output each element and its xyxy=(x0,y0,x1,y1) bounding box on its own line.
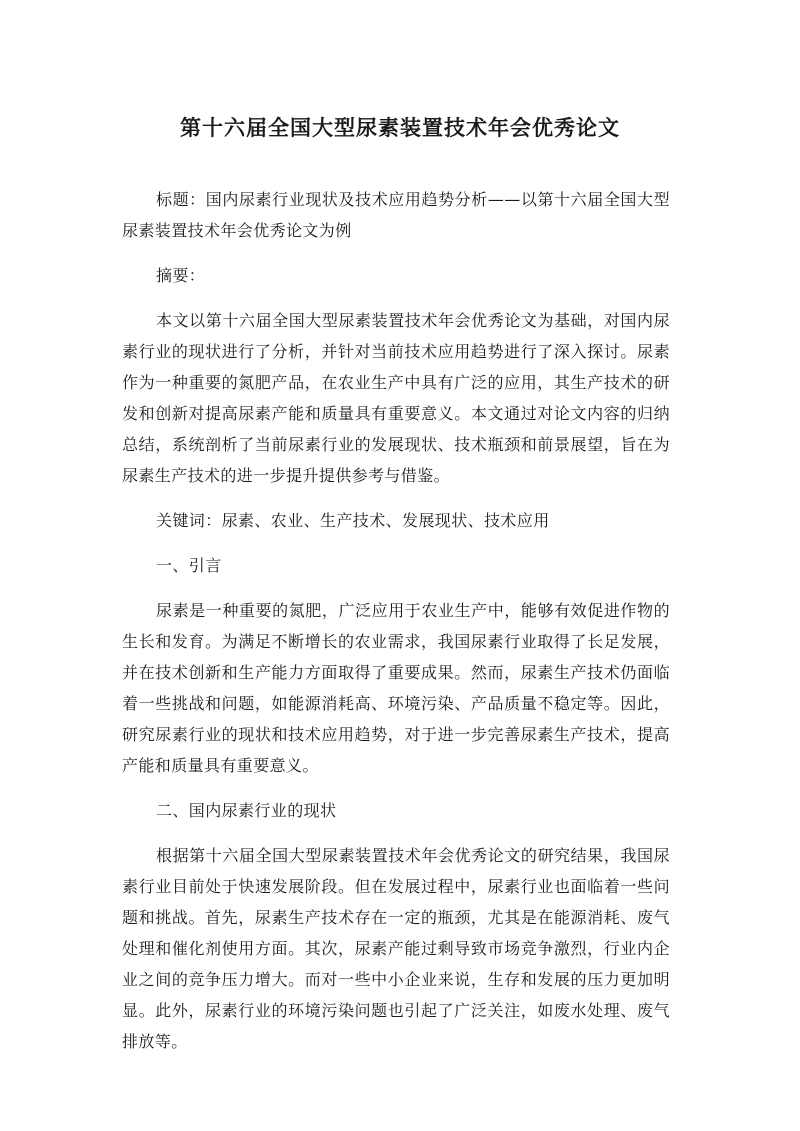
section-heading-introduction: 一、引言 xyxy=(156,556,222,575)
introduction-paragraph: 尿素是一种重要的氮肥，广泛应用于农业生产中，能够有效促进作物的生长和发育。为满足不断增长的农业需求，我国尿素行业取得了长足发展，并在技术创新和生产能力方面取得了重要成果。然而，尿素生产技术仍面临着一些挑战和问题，如能源消耗高、环境污染、产品质量不稳定等。因此，研究尿素行业的现状和技术应用趋势，对于进一步完善尿素生产技术，提高产能和质量具有重要意义。 xyxy=(122,601,670,775)
section-heading-current-status: 二、国内尿素行业的现状 xyxy=(156,801,337,820)
keywords-paragraph: 关键词：尿素、农业、生产技术、发展现状、技术应用 xyxy=(156,511,550,530)
abstract-label: 摘要： xyxy=(156,266,206,285)
paper-heading-paragraph: 标题：国内尿素行业现状及技术应用趋势分析——以第十六届全国大型尿素装置技术年会优秀论文为例 xyxy=(122,190,670,240)
current-status-paragraph: 根据第十六届全国大型尿素装置技术年会优秀论文的研究结果，我国尿素行业目前处于快速发展阶段。但在发展过程中，尿素行业也面临着一些问题和挑战。首先，尿素生产技术存在一定的瓶颈，尤其是在能源消耗、废气处理和催化剂使用方面。其次，尿素产能过剩导致市场竞争激烈，行业内企业之间的竞争压力增大。而对一些中小企业来说，生存和发展的压力更加明显。此外，尿素行业的环境污染问题也引起了广泛关注，如废水处理、废气排放等。 xyxy=(122,846,670,1051)
document-title: 第十六届全国大型尿素装置技术年会优秀论文 xyxy=(180,116,620,140)
abstract-paragraph: 本文以第十六届全国大型尿素装置技术年会优秀论文为基础，对国内尿素行业的现状进行了分析，并针对当前技术应用趋势进行了深入探讨。尿素作为一种重要的氮肥产品，在农业生产中具有广泛的应用，其生产技术的研发和创新对提高尿素产能和质量具有重要意义。本文通过对论文内容的归纳总结，系统剖析了当前尿素行业的发展现状、技术瓶颈和前景展望，旨在为尿素生产技术的进一步提升提供参考与借鉴。 xyxy=(122,311,670,485)
document-body xyxy=(122,184,670,1071)
